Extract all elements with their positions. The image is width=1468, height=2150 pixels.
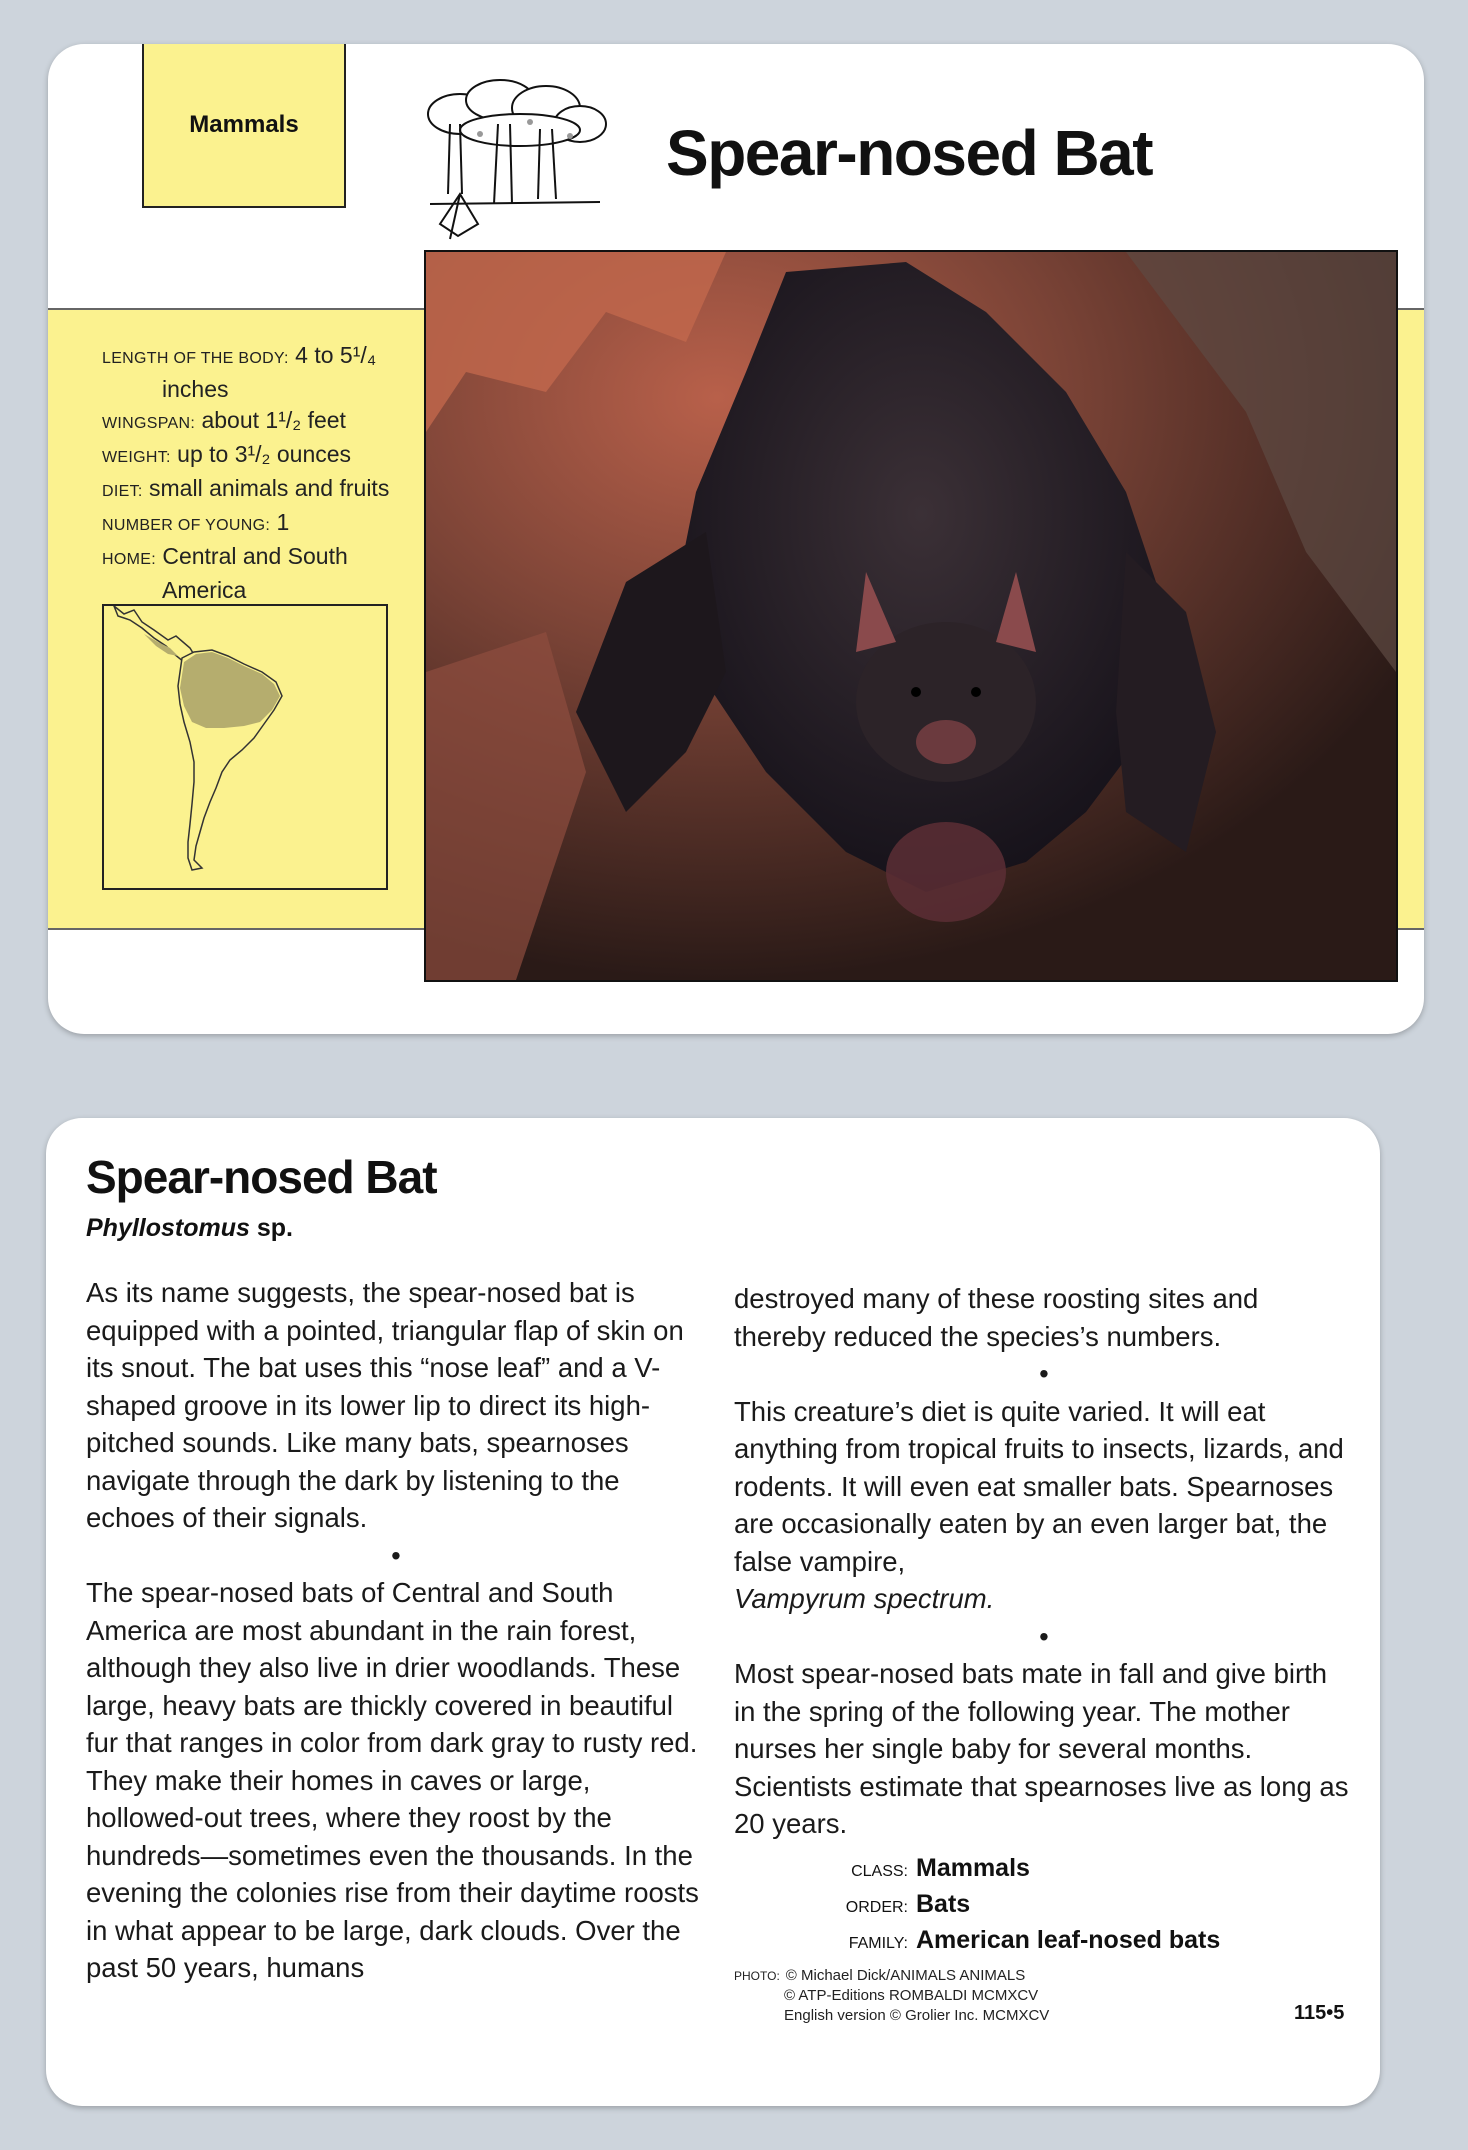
bullet-separator: • [391, 1539, 401, 1571]
text-column-left [86, 1274, 706, 1987]
paragraph: The spear-nosed bats of Central and South America are most abundant in the rain forest, although they also live in drier woodlands. These large, heavy bats are thickly covered in beautiful fur that ranges in color from dark gray to rusty red. They make their homes in caves or large, hollowed-out trees, where they roost by the hundreds—sometimes even the thousands. In the evening the colonies rise from their daytime roosts in what appear to be large, dark clouds. Over the past 50 years, humans [86, 1577, 699, 1983]
text-column-right [734, 1280, 1354, 1843]
rainforest-trees-icon [420, 74, 610, 244]
card-title: Spear-nosed Bat [666, 117, 1153, 189]
fact-home: HOME: Central and South [102, 543, 348, 569]
classification-class: CLASS: Mammals [851, 1854, 1030, 1882]
card-number: 115•5 [1294, 2002, 1345, 2024]
fact-home-cont: America [162, 577, 247, 603]
bullet-separator: • [1039, 1358, 1049, 1389]
fact-length-cont: inches [162, 376, 229, 402]
fact-young: NUMBER OF YOUNG: 1 [102, 509, 290, 535]
paragraph: Most spear-nosed bats mate in fall and give birth in the spring of the following year. The mother nurses her single baby for several months. Scientists estimate that spearnoses live as long as 20 years. [734, 1658, 1349, 1839]
species-range [180, 652, 280, 728]
paragraph: As its name suggests, the spear-nosed bat is equipped with a pointed, triangular flap of skin on its snout. The bat uses this “nose leaf” and a V-shaped groove in its lower lip to direct its high-pitched sounds. Like many bats, spearnoses navigate through the dark by listening to the echoes of their signals. [86, 1277, 684, 1533]
americas-map-icon [104, 606, 386, 888]
fact-diet: DIET: small animals and fruits [102, 475, 390, 501]
bat-photo [424, 250, 1398, 982]
fact-length: LENGTH OF THE BODY: 4 to 5¹/₄ [102, 342, 377, 368]
card-back [46, 1118, 1380, 2106]
scientific-name: Phyllostomus sp. [86, 1214, 293, 1242]
back-title: Spear-nosed Bat [86, 1151, 437, 1203]
classification-order: ORDER: Bats [845, 1890, 971, 1918]
fact-wingspan: WINGSPAN: about 1¹/₂ feet [102, 407, 346, 433]
card-front [48, 44, 1424, 1034]
category-label: Mammals [142, 44, 346, 208]
paragraph: This creature’s diet is quite varied. It will eat anything from tropical fruits to insects, lizards, and rodents. It will even eat smaller bats. Spearnoses are occasionally eaten by an even larger bat, the false vampire, Vampyrum spectrum. [734, 1395, 1344, 1614]
photo-credits: PHOTO: © Michael Dick/ANIMALS ANIMALS © ATP-Editions ROMBALDI MCMXCV English version © Grolier Inc. MCMXCV [734, 1967, 1050, 2024]
fact-weight: WEIGHT: up to 3¹/₂ ounces [102, 441, 352, 467]
bullet-separator: • [1039, 1620, 1049, 1652]
classification [836, 1852, 1220, 1960]
classification-family: FAMILY: American leaf-nosed bats [848, 1926, 1221, 1954]
bat-photograph-icon [426, 252, 1396, 980]
range-map [102, 604, 388, 890]
facts-list [102, 340, 432, 606]
paragraph: destroyed many of these roosting sites and thereby reduced the species’s numbers. [734, 1283, 1259, 1352]
